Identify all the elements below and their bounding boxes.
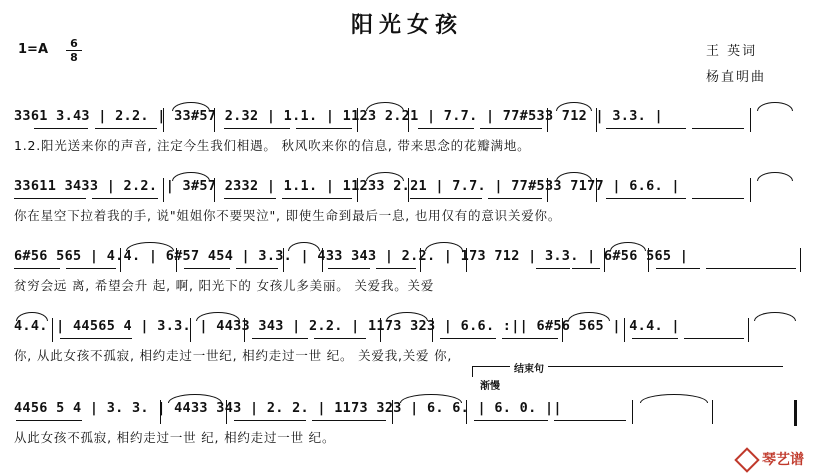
composer-credit: 杨直明曲 — [706, 70, 767, 85]
page-title: 阳光女孩 — [350, 13, 463, 38]
ending-label: 结束句 — [510, 360, 548, 375]
logo-text: 琴艺谱 — [762, 452, 804, 468]
lyricist-credit: 王 英词 — [706, 44, 758, 59]
key-signature: 1=A — [18, 42, 48, 57]
time-signature-top: 6 — [70, 37, 78, 50]
score-line-3 — [0, 248, 814, 296]
lyrics: 你在星空下拉着我的手, 说"姐姐你不要哭泣", 即使生命到最后一息, 也用仅有的意识关爱你。 — [14, 208, 562, 223]
score-line-2 — [0, 178, 814, 226]
time-signature-bottom: 8 — [70, 51, 78, 64]
tempo-mark: 渐慢 — [480, 381, 500, 392]
lyrics: 贫穷会远 离, 希望会升 起, 啊, 阳光下的 女孩儿多美丽。 关爱我。关爱 — [14, 278, 435, 293]
lyrics: 1.2.阳光送来你的声音, 注定今生我们相遇。 秋风吹来你的信息, 带来思念的花瓣满地。 — [14, 138, 531, 153]
lyrics: 从此女孩不孤寂, 相约走过一世 纪, 相约走过一世 纪。 — [14, 430, 336, 445]
score-line-4 — [0, 318, 814, 366]
logo-icon — [734, 447, 759, 472]
notation: 4.4. | 44565 4 | 3.3. | 4433 343 | 2.2. | 1173 323 | 6.6. :|| 6#56 565 | 4.4. | — [14, 318, 680, 334]
notation: 33611 3433 | 2.2. | 3#57 2332 | 1.1. | 11233 2.21 | 7.7. | 77#533 7177 | 6.6. | — [14, 178, 680, 194]
notation: 4456 5 4 | 3. 3. | 4433 343 | 2. 2. | 1173 323 | 6. 6. | 6. 0. || — [14, 400, 562, 416]
score-line-1 — [0, 108, 814, 156]
notation: 6#56 565 | 4.4. | 6#57 454 | 3.3. | 433 343 | 2.2. | 173 712 | 3.3. | 6#56 565 | — [14, 248, 689, 264]
site-logo — [738, 449, 804, 469]
notation: 3361 3.43 | 2.2. | 33#57 2.32 | 1.1. | 1123 2.21 | 7.7. | 77#533 712 | 3.3. | — [14, 108, 663, 124]
lyrics: 你, 从此女孩不孤寂, 相约走过一世纪, 相约走过一世 纪。 关爱我,关爱 你, — [14, 348, 453, 363]
time-signature — [66, 38, 82, 63]
score-line-5 — [0, 400, 814, 448]
